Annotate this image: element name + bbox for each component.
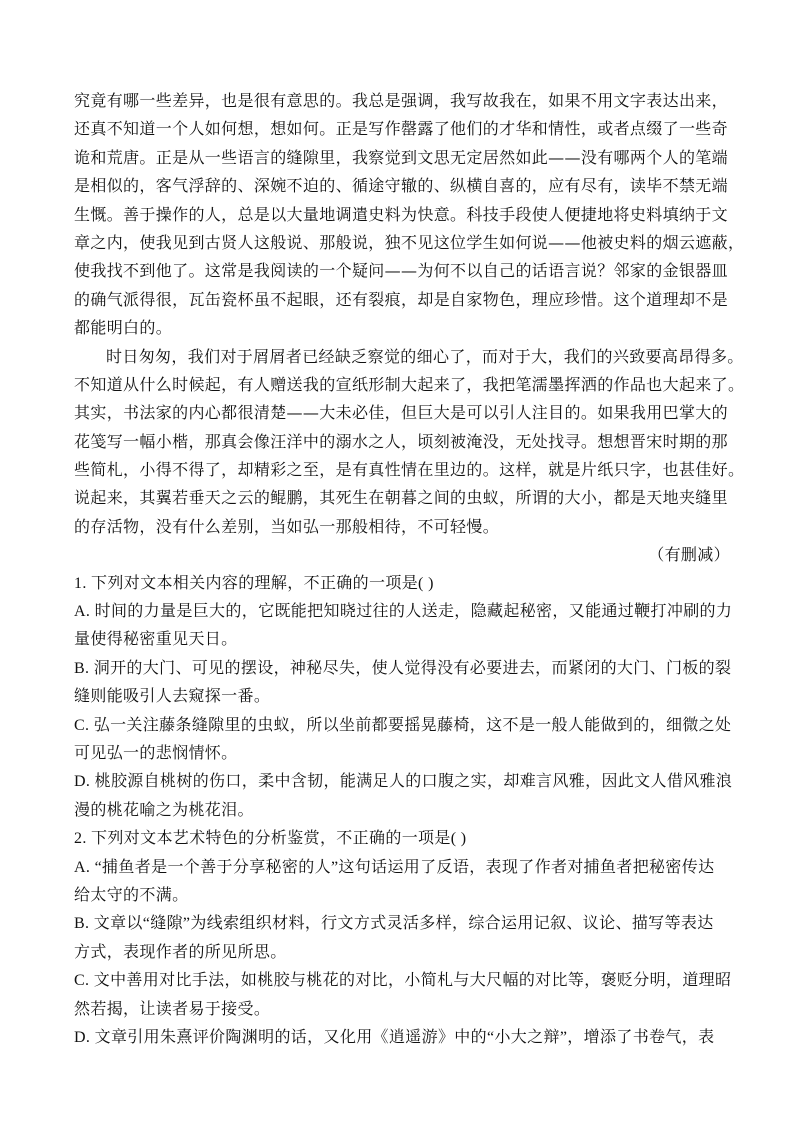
text-line: 使我找不到他了。这常是我阅读的一个疑问——为何不以自己的话语言说？邻家的金银器皿 [74, 261, 729, 281]
text-line: 生慨。善于操作的人，总是以大量地调遣史料为快意。科技手段使人便捷地将史料填纳于文 [74, 204, 729, 224]
text-line: 的确气派得很，瓦缶瓷杯虽不起眼，还有裂痕，却是自家物色，理应珍惜。这个道理却不是 [74, 289, 729, 309]
option-b-continued: 方式，表现作者的所见所思。 [74, 943, 287, 961]
text-line: 些简札，小得不得了，却精彩之至，是有真性情在里边的。这样，就是片纸只字，也甚佳好。 [74, 460, 745, 480]
text-line: 章之内，使我见到古贤人这般说、那般说，独不见这位学生如何说——他被史料的烟云遮蔽， [74, 232, 745, 252]
document-page [74, 87, 745, 1052]
text-line: 说起来，其翼若垂天之云的鲲鹏，其死生在朝暮之间的虫蚁，所谓的大小，都是天地夹缝里 [74, 488, 729, 508]
option-d: D. 文章引用朱熹评价陶渊明的话，又化用《逍遥游》中的“小大之辩”，增添了书卷气，表 [74, 1028, 715, 1046]
text-line: 时日匆匆，我们对于屑屑者已经缺乏察觉的细心了，而对于大，我们的兴致要高昂得多。 [106, 346, 744, 366]
option-a-continued: 给太守的不满。 [74, 886, 189, 904]
option-b: B. 洞开的大门、可见的摆设，神秘尽失，使人觉得没有必要进去，而紧闭的大门、门板的裂 [74, 659, 732, 677]
text-line: 诡和荒唐。正是从一些语言的缝隙里，我察觉到文思无定居然如此——没有哪两个人的笔端 [74, 147, 729, 167]
option-d: D. 桃胶源自桃树的伤口，柔中含韧，能满足人的口腹之实，却难言风雅，因此文人借风雅浪 [74, 773, 733, 791]
text-line: 究竟有哪一些差异，也是很有意思的。我总是强调，我写故我在，如果不用文字表达出来， [74, 91, 729, 110]
text-line: 不知道从什么时候起，有人赠送我的宣纸形制大起来了，我把笔濡墨挥洒的作品也大起来了。 [74, 374, 745, 394]
text-line: 的存活物，没有什么差别，当如弘一那般相待，不可轻慢。 [74, 516, 500, 536]
passage-paragraph-1 [74, 87, 745, 343]
text-line: 是相似的，客气浮辞的、深婉不迫的、循途守辙的、纵横自喜的，应有尽有，读毕不禁无端 [74, 176, 729, 196]
option-a-continued: 量使得秘密重见天日。 [74, 631, 238, 649]
option-d-continued: 漫的桃花喻之为桃花泪。 [74, 801, 254, 819]
passage-paragraph-2 [74, 343, 745, 542]
question-2 [74, 825, 730, 1052]
option-a: A. 时间的力量是巨大的，它既能把知晓过往的人送走，隐藏起秘密，又能通过鞭打冲刷的力 [74, 603, 733, 621]
option-c: C. 弘一关注藤条缝隙里的虫蚁，所以坐前都要摇晃藤椅，这不是一般人能做到的，细微之处 [74, 716, 732, 734]
text-line: 其实，书法家的内心都很清楚——大未必佳，但巨大是可以引人注目的。如果我用巴掌大的 [74, 403, 729, 423]
question-1 [74, 570, 733, 826]
question-stem: 2. 下列对文本艺术特色的分析鉴赏，不正确的一项是( ) [74, 830, 467, 848]
text-line: 都能明白的。 [74, 318, 173, 338]
text-line: 还真不知道一个人如何想，想如何。正是写作罄露了他们的才华和情性，或者点缀了一些奇 [74, 119, 729, 139]
option-b-continued: 缝则能吸引人去窥探一番。 [74, 688, 271, 706]
option-b: B. 文章以“缝隙”为线索组织材料，行文方式灵活多样，综合运用记叙、议论、描写等表达 [74, 915, 714, 933]
option-c-continued: 然若揭，让读者易于接受。 [74, 1000, 271, 1018]
source-note: （有删减） [648, 545, 730, 565]
question-stem: 1. 下列对文本相关内容的理解，不正确的一项是( ) [74, 574, 434, 592]
option-c: C. 文中善用对比手法，如桃胶与桃花的对比，小简札与大尺幅的对比等，褒贬分明，道理昭 [74, 972, 732, 990]
text-line: 花笺写一幅小楷，那真会像汪洋中的溺水之人，顷刻被淹没，无处找寻。想想晋宋时期的那 [74, 431, 729, 451]
option-c-continued: 可见弘一的悲悯情怀。 [74, 744, 238, 762]
option-a: A. “捕鱼者是一个善于分享秘密的人”这句话运用了反语，表现了作者对捕鱼者把秘密传达 [74, 858, 715, 876]
